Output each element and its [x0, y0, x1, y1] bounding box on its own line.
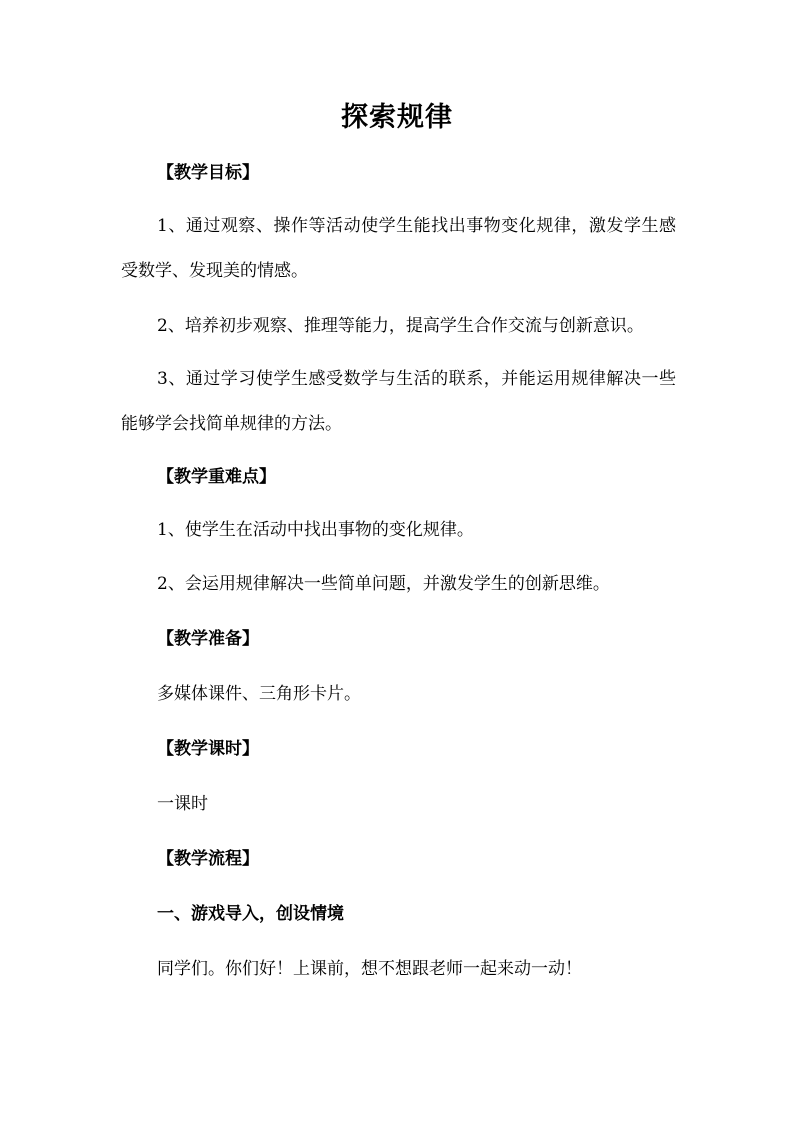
process-heading: 【教学流程】	[157, 849, 259, 869]
key-point-item-2: 2、会运用规律解决一些简单问题，并激发学生的创新思维。	[157, 574, 610, 594]
objective-item-3: 3、通过学习使学生感受数学与生活的联系，并能运用规律解决一些能够学会找简单规律的方法。	[121, 369, 676, 434]
process-step1-text: 同学们。你们好！上课前，想不想跟老师一起来动一动！	[157, 959, 582, 979]
objectives-heading: 【教学目标】	[157, 163, 259, 183]
process-step1-heading: 一、游戏导入，创设情境	[157, 904, 344, 924]
key-points-heading: 【教学重难点】	[157, 467, 276, 487]
objective-item-2: 2、培养初步观察、推理等能力，提高学生合作交流与创新意识。	[157, 316, 644, 336]
preparation-heading: 【教学准备】	[157, 629, 259, 649]
key-point-item-1: 1、使学生在活动中找出事物的变化规律。	[157, 520, 474, 540]
periods-heading: 【教学课时】	[157, 739, 259, 759]
document-title: 探索规律	[341, 102, 453, 133]
objective-item-1: 1、通过观察、操作等活动使学生能找出事物变化规律，激发学生感受数学、发现美的情感。	[121, 216, 676, 281]
preparation-text: 多媒体课件、三角形卡片。	[157, 684, 361, 704]
periods-text: 一课时	[157, 794, 208, 814]
